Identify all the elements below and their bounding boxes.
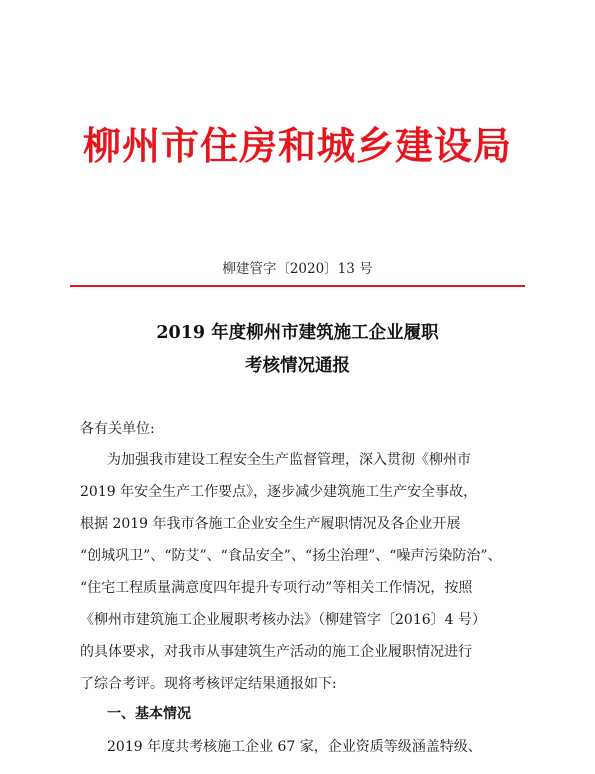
paragraph-line: “创城巩卫”、“防艾”、“食品安全”、“扬尘治理”、“噪声污染防治”、 (80, 548, 502, 564)
document-title-line-1: 2019 年度柳州市建筑施工企业履职 (156, 323, 439, 343)
paragraph-line: 了综合考评。现将考核评定结果通报如下: (80, 676, 337, 692)
agency-header-title: 柳州市住房和城乡建设局 (82, 124, 512, 168)
paragraph-line: 的具体要求，对我市从事建筑生产活动的施工企业履职情况进行 (80, 644, 472, 660)
paragraph-line: 《柳州市建筑施工企业履职考核办法》（柳建管字〔2016〕4 号） (80, 612, 486, 628)
section-paragraph-line: 2019 年度共考核施工企业 67 家，企业资质等级涵盖特级、 (107, 739, 482, 755)
paragraph-line: 2019 年安全生产工作要点》，逐步减少建筑施工生产安全事故， (80, 484, 478, 500)
document-number: 柳建管字〔2020〕13 号 (222, 261, 373, 277)
paragraph-line: 为加强我市建设工程安全生产监督管理，深入贯彻《柳州市 (107, 452, 471, 468)
document-title-line-2: 考核情况通报 (245, 356, 350, 376)
paragraph-line: 根据 2019 年我市各施工企业安全生产履职情况及各企业开展 (80, 516, 461, 532)
section-heading: 一、基本情况 (107, 706, 191, 722)
paragraph-line: “住宅工程质量满意度四年提升专项行动”等相关工作情况，按照 (80, 580, 473, 596)
header-divider-red-line (70, 285, 525, 287)
salutation: 各有关单位: (80, 421, 155, 437)
